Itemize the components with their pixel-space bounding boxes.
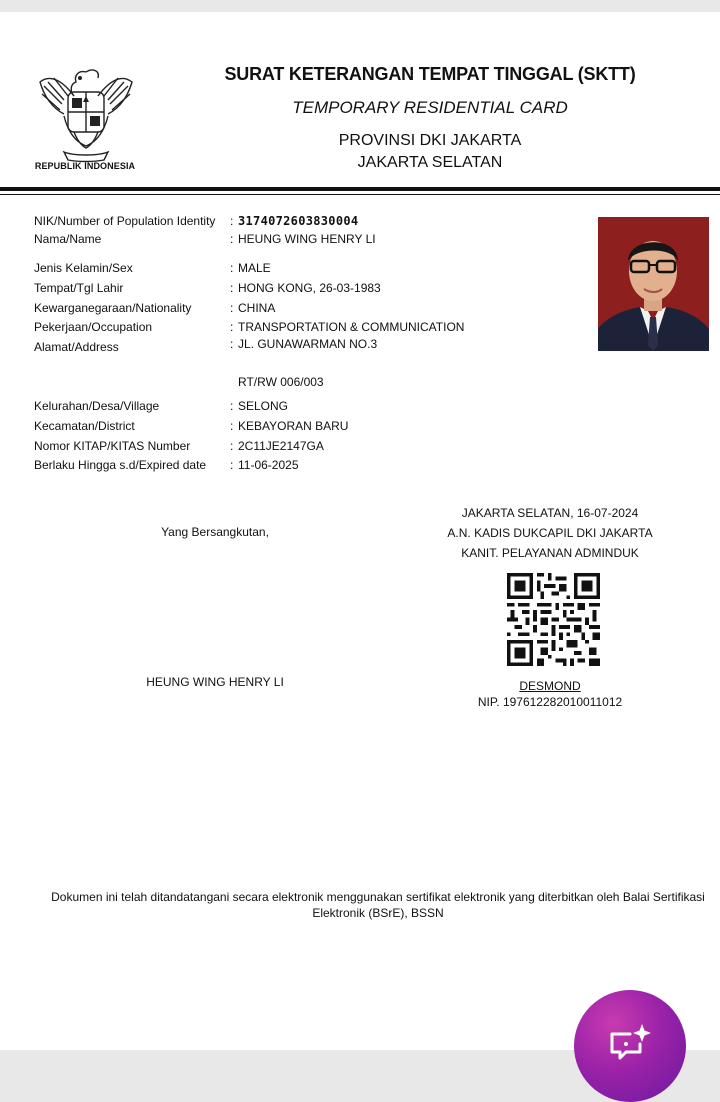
- field-value: SELONG: [238, 399, 289, 413]
- field-label: Jenis Kelamin/Sex: [34, 261, 133, 275]
- field-label: Tempat/Tgl Lahir: [34, 281, 124, 295]
- field-colon: :: [230, 337, 234, 351]
- field-value: MALE: [238, 261, 271, 275]
- field-value: KEBAYORAN BARU: [238, 419, 349, 433]
- field-value: JL. GUNAWARMAN NO.3: [238, 337, 378, 351]
- field-value: 2C11JE2147GA: [238, 439, 324, 453]
- document-title: SURAT KETERANGAN TEMPAT TINGGAL (SKTT): [224, 64, 636, 84]
- field-label: Nomor KITAP/KITAS Number: [34, 439, 191, 453]
- field-label: Alamat/Address: [34, 340, 119, 354]
- portrait-photo-icon: [598, 217, 709, 351]
- note-line-2: Elektronik (BSrE), BSSN: [312, 906, 444, 920]
- field-rtrw: RT/RW 006/003: [238, 375, 324, 389]
- field-label: Berlaku Hingga s.d/Expired date: [34, 458, 207, 472]
- holder-photo: [598, 217, 709, 351]
- official-name: DESMOND: [519, 679, 581, 693]
- e-signature-note: [36, 889, 720, 921]
- field-colon: :: [230, 232, 234, 246]
- field-colon: :: [230, 301, 234, 315]
- holder-label: Yang Bersangkutan,: [161, 525, 269, 539]
- header-divider: [0, 187, 720, 191]
- field-value: 3174072603830004: [238, 214, 359, 228]
- city-heading: JAKARTA SELATAN: [357, 154, 503, 171]
- authority: A.N. KADIS DUKCAPIL DKI JAKARTA: [447, 526, 653, 540]
- qr-code-icon: [507, 573, 600, 666]
- field-colon: :: [230, 458, 234, 472]
- field-label: Pekerjaan/Occupation: [34, 320, 153, 334]
- province-heading: PROVINSI DKI JAKARTA: [338, 132, 522, 149]
- header-divider-thin: [0, 194, 720, 195]
- field-label: Kelurahan/Desa/Village: [34, 399, 160, 413]
- office: KANIT. PELAYANAN ADMINDUK: [461, 546, 639, 560]
- place-date: JAKARTA SELATAN, 16-07-2024: [461, 506, 639, 520]
- field-colon: :: [230, 399, 234, 413]
- field-label: NIK/Number of Population Identity: [34, 214, 216, 228]
- field-colon: :: [230, 320, 234, 334]
- garuda-emblem-icon: [34, 56, 138, 174]
- field-colon: :: [230, 214, 234, 228]
- emblem-caption: REPUBLIK INDONESIA: [34, 161, 136, 171]
- field-colon: :: [230, 261, 234, 275]
- field-colon: :: [230, 281, 234, 295]
- note-line-1: Dokumen ini telah ditandatangani secara elektronik menggunakan sertifikat elektronik yang diterbitkan oleh Balai Sertifikasi: [51, 890, 705, 904]
- field-label: Kecamatan/District: [34, 419, 135, 433]
- document-subtitle: TEMPORARY RESIDENTIAL CARD: [292, 98, 568, 117]
- field-value: HONG KONG, 26-03-1983: [238, 281, 381, 295]
- field-label: Kewarganegaraan/Nationality: [34, 301, 192, 315]
- field-value: HEUNG WING HENRY LI: [238, 232, 376, 246]
- field-label: Nama/Name: [34, 232, 102, 246]
- field-value: TRANSPORTATION & COMMUNICATION: [238, 320, 465, 334]
- field-colon: :: [230, 439, 234, 453]
- field-value: 11-06-2025: [238, 458, 299, 472]
- official-nip: NIP. 197612282010011012: [477, 695, 623, 709]
- field-colon: :: [230, 419, 234, 433]
- holder-name: HEUNG WING HENRY LI: [146, 675, 284, 689]
- field-value: CHINA: [238, 301, 276, 315]
- ai-chat-sparkle-icon: [606, 1022, 654, 1062]
